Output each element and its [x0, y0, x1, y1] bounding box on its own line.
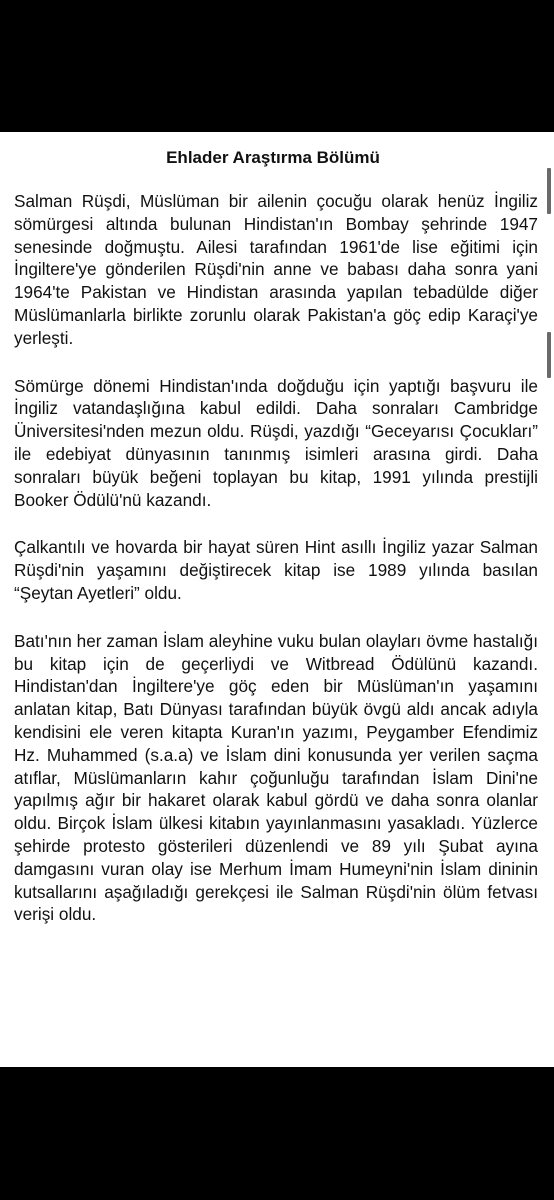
document-body [14, 190, 538, 951]
document-title: Ehlader Araştırma Bölümü [166, 148, 380, 167]
page-right-edge [546, 132, 554, 1067]
paragraph-1: Salman Rüşdi, Müslüman bir ailenin çocuğu olarak henüz İngiliz sömürgesi altında bulunan Hindistan'ın Bombay şehrinde 1947 senesinde doğmuştu. Ailesi tarafından 1961'de lise eğitimi için İngiltere'ye gönderilen Rüşdi'nin anne ve babası daha sonra yani 1964'te Pakistan ve Hindistan arasında yapılan tebadülde diğer Müslümanlarla birlikte zorunlu olarak Pakistan'a göç edip Karaçi'ye yerleşti. [14, 191, 538, 348]
document-page[interactable] [0, 132, 546, 1067]
paragraph-3: Çalkantılı ve hovarda bir hayat süren Hint asıllı İngiliz yazar Salman Rüşdi'nin yaşamını değiştirecek kitap ise 1989 yılında basılan “Şeytan Ayetleri” oldu. [14, 537, 538, 603]
scroll-marker-bottom[interactable] [547, 332, 551, 378]
scroll-marker-top[interactable] [547, 168, 551, 214]
paragraph-2: Sömürge dönemi Hindistan'ında doğduğu için yaptığı başvuru ile İngiliz vatandaşlığına kabul edildi. Daha sonraları Cambridge Üniversitesi'nden mezun oldu. Rüşdi, yazdığı “Geceyarısı Çocukları” ile edebiyat dünyasının tanınmış isimleri arasına girdi. Daha sonraları büyük beğeni toplayan bu kitap, 1991 yılında prestijli Booker Ödülü'nü kazandı. [14, 375, 538, 510]
paragraph-4: Batı'nın her zaman İslam aleyhine vuku bulan olayları övme hastalığı bu kitap için de geçerliydi ve Witbread Ödülünü kazandı. Hindistan'dan İngiltere'ye göç eden bir Müslüman'ın yaşamını anlatan kitap, Batı Dünyası tarafından büyük övgü aldı ancak adıyla kendisini ele veren kitapta Kuran'ın yazımı, Peygamber Efendimiz Hz. Muhammed (s.a.a) ve İslam dini konusunda yer verilen saçma atıflar, Müslümanların kahır çoğunluğu tarafından İslam Dini'ne yapılmış ağır bir hakaret olarak kabul gördü ve daha sonra olanlar oldu. Birçok İslam ülkesi kitabın yayınlanmasını yasakladı. Yüzlerce şehirde protesto gösterileri düzenlendi ve 89 yılı Şubat ayına damgasını vuran olay ise Merhum İmam Humeyni'nin İslam dininin kutsallarını aşağıladığı gerekçesi ile Salman Rüşdi'nin ölüm fetvası verişi oldu. [14, 630, 538, 925]
